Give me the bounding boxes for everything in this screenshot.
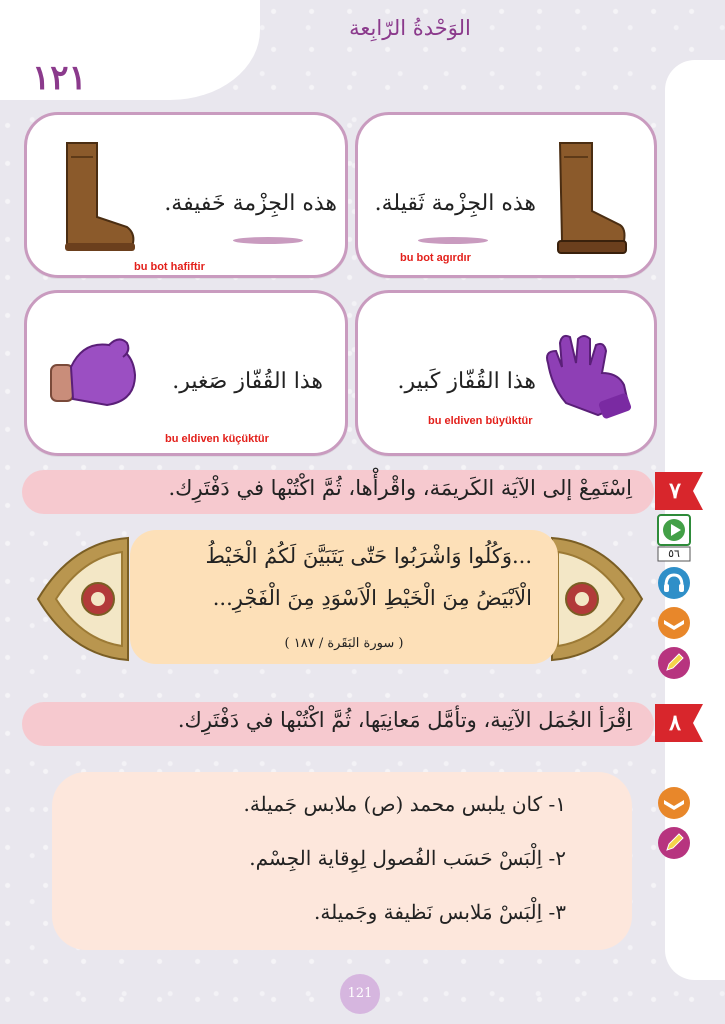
card-light-boot	[24, 112, 348, 278]
small-mitten-icon	[49, 335, 139, 415]
sentence-2: ٢- اِلْبَسْ حَسَب الفُصول لِوِقاية الجِسْم.	[249, 846, 566, 870]
ornament-left-icon	[32, 534, 132, 664]
unit-title: الوَحْدةُ الرّابِعة	[349, 16, 471, 40]
book-icon	[657, 786, 691, 820]
sentence-1: ١- كان يلبس محمد (ص) ملابس جَميلة.	[243, 792, 566, 816]
read-button[interactable]	[657, 786, 691, 820]
exercise-8-number: ٨	[669, 710, 681, 736]
light-boot-icon	[57, 137, 141, 257]
translation-label: bu bot hafiftir	[134, 261, 205, 273]
card-sentence: هذا القُفّاز كَبير.	[397, 369, 536, 394]
exercise-7-number: ٧	[669, 478, 681, 504]
translation-label: bu eldiven büyüktür	[428, 415, 533, 427]
exercise-8-instruction: اِقْرَأ الجُمَل الآتِية، وتأمَّل مَعانِيَها، ثُمَّ اكْتُبْها في دَفْتَرِك.	[177, 708, 632, 732]
headphones-icon	[657, 566, 691, 600]
speech-tail	[233, 237, 303, 244]
pencil-icon	[657, 646, 691, 680]
read-button[interactable]	[657, 606, 691, 640]
video-badge: ٥٦	[668, 547, 680, 560]
verse-box	[130, 530, 558, 664]
footer-page-number: 121	[340, 974, 380, 1014]
card-sentence: هذا القُفّاز صَغير.	[172, 369, 323, 394]
heavy-boot-icon	[546, 137, 630, 257]
write-button[interactable]	[657, 646, 691, 680]
listen-button[interactable]	[657, 566, 691, 600]
write-button[interactable]	[657, 826, 691, 860]
page-number-arabic: ١٢١	[32, 58, 87, 98]
big-glove-icon	[538, 333, 634, 419]
translation-label: bu eldiven küçüktür	[165, 433, 269, 445]
video-button[interactable]	[657, 514, 691, 562]
book-icon	[657, 606, 691, 640]
speech-tail	[418, 237, 488, 244]
exercise-7-flag	[655, 472, 703, 510]
card-sentence: هذه الجِزْمة خَفيفة.	[164, 191, 337, 216]
exercise-7-instruction-band	[22, 470, 654, 514]
verse-reference: ( سورة البَقَرة / ١٨٧ )	[284, 636, 404, 651]
card-big-glove	[355, 290, 657, 456]
verse-line-1: ...وَكُلُوا وَاشْرَبُوا حَتّٰى يَتَبَيَّنَ لَكُمُ الْخَيْطُ	[205, 544, 532, 568]
pencil-icon	[657, 826, 691, 860]
card-sentence: هذه الجِزْمة ثَقيلة.	[374, 191, 536, 216]
sentence-3: ٣- اِلْبَسْ مَلابس نَظيفة وجَميلة.	[314, 900, 566, 924]
exercise-8-instruction-band	[22, 702, 654, 746]
exercise-8-flag	[655, 704, 703, 742]
card-small-mitten	[24, 290, 348, 456]
verse-line-2: الْاَبْيَضُ مِنَ الْخَيْطِ الْاَسْوَدِ مِنَ الْفَجْرِ...	[212, 586, 532, 610]
sentences-box	[52, 772, 632, 950]
ornament-right-icon	[548, 534, 648, 664]
translation-label: bu bot agırdır	[400, 252, 471, 264]
exercise-7-instruction: اِسْتَمِعْ إلى الآيَة الكَريمَة، واقْرأْها، ثُمَّ اكْتُبْها في دَفْتَرِك.	[168, 476, 632, 500]
